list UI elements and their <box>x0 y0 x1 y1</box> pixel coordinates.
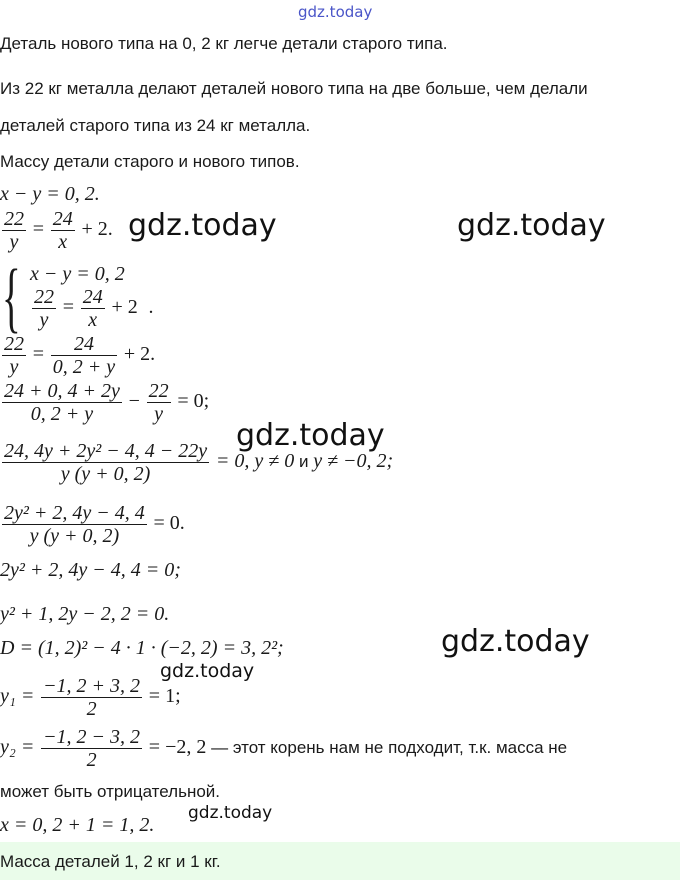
watermark-4: gdz.today <box>441 624 590 659</box>
answer-box <box>0 842 680 880</box>
watermark-5: gdz.today <box>160 660 255 682</box>
root-1: y₁ = $\frac{-1, 2 + 3, 2}{2}$ = 1; <box>0 675 181 720</box>
root-2: y₂ = $\frac{-1, 2 - 3, 2}{2}$ = −2, 2 — этот корень нам не подходит, т.к. масса не <box>0 726 568 771</box>
question-line: Массу детали старого и нового типов. <box>0 152 300 171</box>
discriminant: D = (1, 2)² − 4 · 1 · (−2, 2) = 3, 2²; <box>0 637 284 659</box>
equation-x: x = 0, 2 + 1 = 1, 2. <box>0 814 155 836</box>
watermark-3: gdz.today <box>236 418 385 453</box>
watermark-top: gdz.today <box>298 3 373 21</box>
condition-line-1: Деталь нового типа на 0, 2 кг легче детали старого типа. <box>0 34 448 53</box>
watermark-2: gdz.today <box>457 208 606 243</box>
watermark-1: gdz.today <box>128 208 277 243</box>
equation-7: 2y² + 2, 4y − 4, 4 = 0; <box>0 559 181 581</box>
equation-6: $\frac{\text{2y² + 2, 4y − 4, 4}}{y (y + 0, 2)}$ = 0. <box>4 502 185 547</box>
condition-line-3: деталей старого типа из 24 кг металла. <box>0 116 311 135</box>
equation-2: $\frac{22}{y}$ = $\frac{24}{x}$ + 2. <box>4 208 113 253</box>
system-brace: { <box>2 253 21 340</box>
answer-text: Масса деталей 1, 2 кг и 1 кг. <box>0 852 221 871</box>
equation-8: y² + 1, 2y − 2, 2 = 0. <box>0 603 170 625</box>
equation-3: $\frac{22}{y}$ = $\frac{24}{0, 2 + y}$ + 2. <box>4 333 156 378</box>
equation-1: x − y = 0, 2. <box>0 183 100 205</box>
system-line-2: $\frac{22}{y}$ = $\frac{24}{x}$ + 2 . <box>34 286 154 331</box>
equation-5: $\frac{\text{24, 4y + 2y² − 4, 4 − 22y}}{y (y + 0, 2)}$ = 0, y ≠ 0 и y ≠ −0, 2; <box>4 440 394 485</box>
condition-line-2: Из 22 кг металла делают деталей нового типа на две больше, чем делали <box>0 79 588 98</box>
root-2-note: может быть отрицательной. <box>0 782 221 801</box>
watermark-6: gdz.today <box>188 803 273 823</box>
system-line-1: x − y = 0, 2 <box>30 263 125 285</box>
equation-4: $\frac{24 + 0, 4 + 2y}{0, 2 + y}$ − $\frac{22}{y}$ = 0; <box>4 380 210 425</box>
